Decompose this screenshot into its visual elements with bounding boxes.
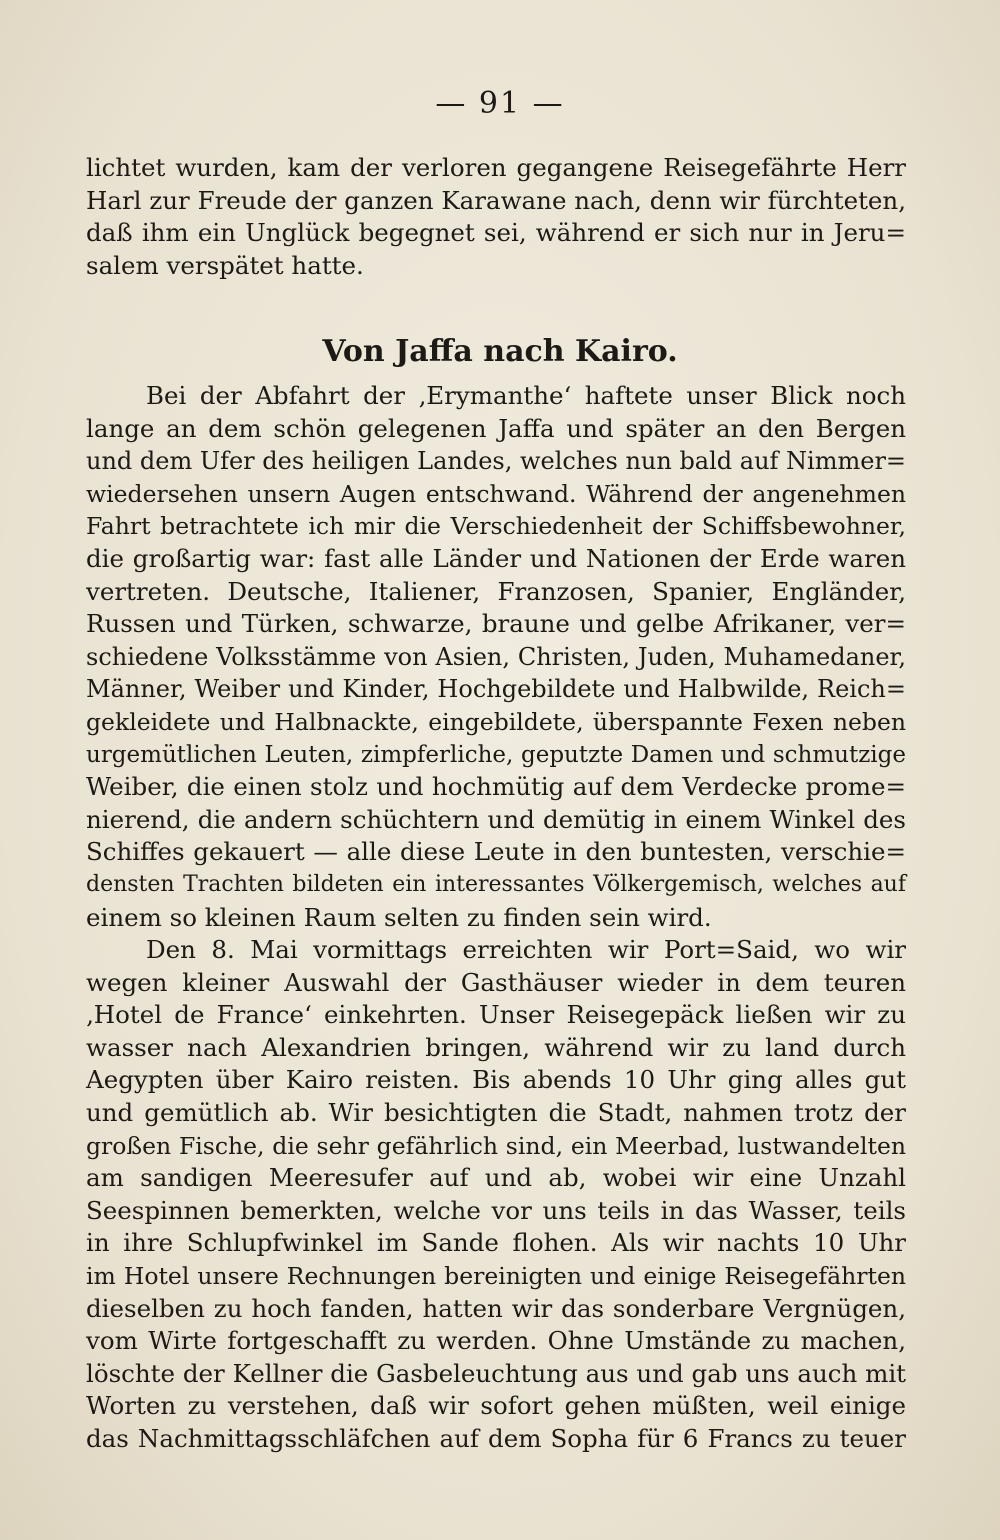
text-line: schiedene Volksstämme von Asien, Christen, Juden, Muhamedaner, xyxy=(86,642,906,671)
text-line: Schiffes gekauert — alle diese Leute in den buntesten, verschie= xyxy=(86,837,906,867)
text-line: Bei der Abfahrt der ‚Erymanthe‘ haftete unser Blick noch xyxy=(146,381,906,410)
text-line: im Hotel unsere Rechnungen bereinigten und einige Reisegefährten xyxy=(86,1262,906,1291)
main-text xyxy=(86,380,906,1456)
text-line: vertreten. Deutsche, Italiener, Franzosen, Spanier, Engländer, xyxy=(86,576,906,606)
chapter-heading: Von Jaffa nach Kairo. xyxy=(322,334,678,369)
text-line: wiedersehen unsern Augen entschwand. Während der angenehmen xyxy=(86,479,906,508)
text-line: löschte der Kellner die Gasbeleuchtung aus und gab uns auch mit xyxy=(86,1358,906,1388)
text-line: wasser nach Alexandrien bringen, während wir zu land durch xyxy=(86,1032,906,1062)
text-line: und gemütlich ab. Wir besichtigten die Stadt, nahmen trotz der xyxy=(86,1098,906,1128)
text-line: einem so kleinen Raum selten zu finden sein wird. xyxy=(86,902,712,932)
text-line: am sandigen Meeresufer auf und ab, wobei wir eine Unzahl xyxy=(86,1163,906,1193)
text-line: lange an dem schön gelegenen Jaffa und später an den Bergen xyxy=(86,413,906,443)
text-line: Harl zur Freude der ganzen Karawane nach, denn wir fürchteten, xyxy=(86,185,906,215)
text-line: in ihre Schlupfwinkel im Sande flohen. Als wir nachts 10 Uhr xyxy=(86,1228,906,1258)
text-line: densten Trachten bildeten ein interessantes Völkergemisch, welches auf xyxy=(86,871,906,897)
text-line: die großartig war: fast alle Länder und Nationen der Erde waren xyxy=(86,543,906,573)
text-line: lichtet wurden, kam der verloren gegangene Reisegefährte Herr xyxy=(86,153,906,182)
text-line: urgemütlichen Leuten, zimpferliche, geputzte Damen und schmutzige xyxy=(86,741,906,768)
text-line: Russen und Türken, schwarze, braune und gelbe Afrikaner, ver= xyxy=(86,609,906,639)
page-number: — 91 — xyxy=(435,86,565,121)
text-line: und dem Ufer des heiligen Landes, welches nun bald auf Nimmer= xyxy=(86,447,907,476)
text-line: salem verspätet hatte. xyxy=(86,250,364,280)
text-line: nierend, die andern schüchtern und demütig in einem Winkel des xyxy=(86,804,906,834)
paragraph-continuation xyxy=(86,152,906,282)
text-line: vom Wirte fortgeschafft zu werden. Ohne Umstände zu machen, xyxy=(86,1326,906,1356)
text-line: gekleidete und Halbnackte, eingebildete, überspannte Fexen neben xyxy=(86,707,906,736)
text-line: wegen kleiner Auswahl der Gasthäuser wieder in dem teuren xyxy=(86,967,906,997)
text-line: Seespinnen bemerkten, welche vor uns teils in das Wasser, teils xyxy=(86,1195,906,1225)
text-line: Männer, Weiber und Kinder, Hochgebildete und Halbwilde, Reich= xyxy=(86,675,906,704)
text-line: das Nachmittagsschläfchen auf dem Sopha für 6 Francs zu teuer xyxy=(86,1424,906,1453)
text-line: dieselben zu hoch fanden, hatten wir das sonderbare Vergnügen, xyxy=(86,1293,906,1323)
text-line: Worten zu verstehen, daß wir sofort gehen müßten, weil einige xyxy=(86,1391,906,1421)
text-line: Fahrt betrachtete ich mir die Verschiedenheit der Schiffsbewohner, xyxy=(86,512,906,541)
text-line: daß ihm ein Unglück begegnet sei, während er sich nur in Jeru= xyxy=(86,218,906,248)
text-line: großen Fische, die sehr gefährlich sind, ein Meerbad, lustwandelten xyxy=(86,1131,906,1160)
text-line: ‚Hotel de France‘ einkehrten. Unser Reisegepäck ließen wir zu xyxy=(86,1000,906,1030)
text-line: Den 8. Mai vormittags erreichten wir Port=Said, wo wir xyxy=(146,935,906,965)
text-line: Weiber, die einen stolz und hochmütig auf dem Verdecke prome= xyxy=(86,772,906,802)
text-line: Aegypten über Kairo reisten. Bis abends 10 Uhr ging alles gut xyxy=(86,1065,906,1095)
